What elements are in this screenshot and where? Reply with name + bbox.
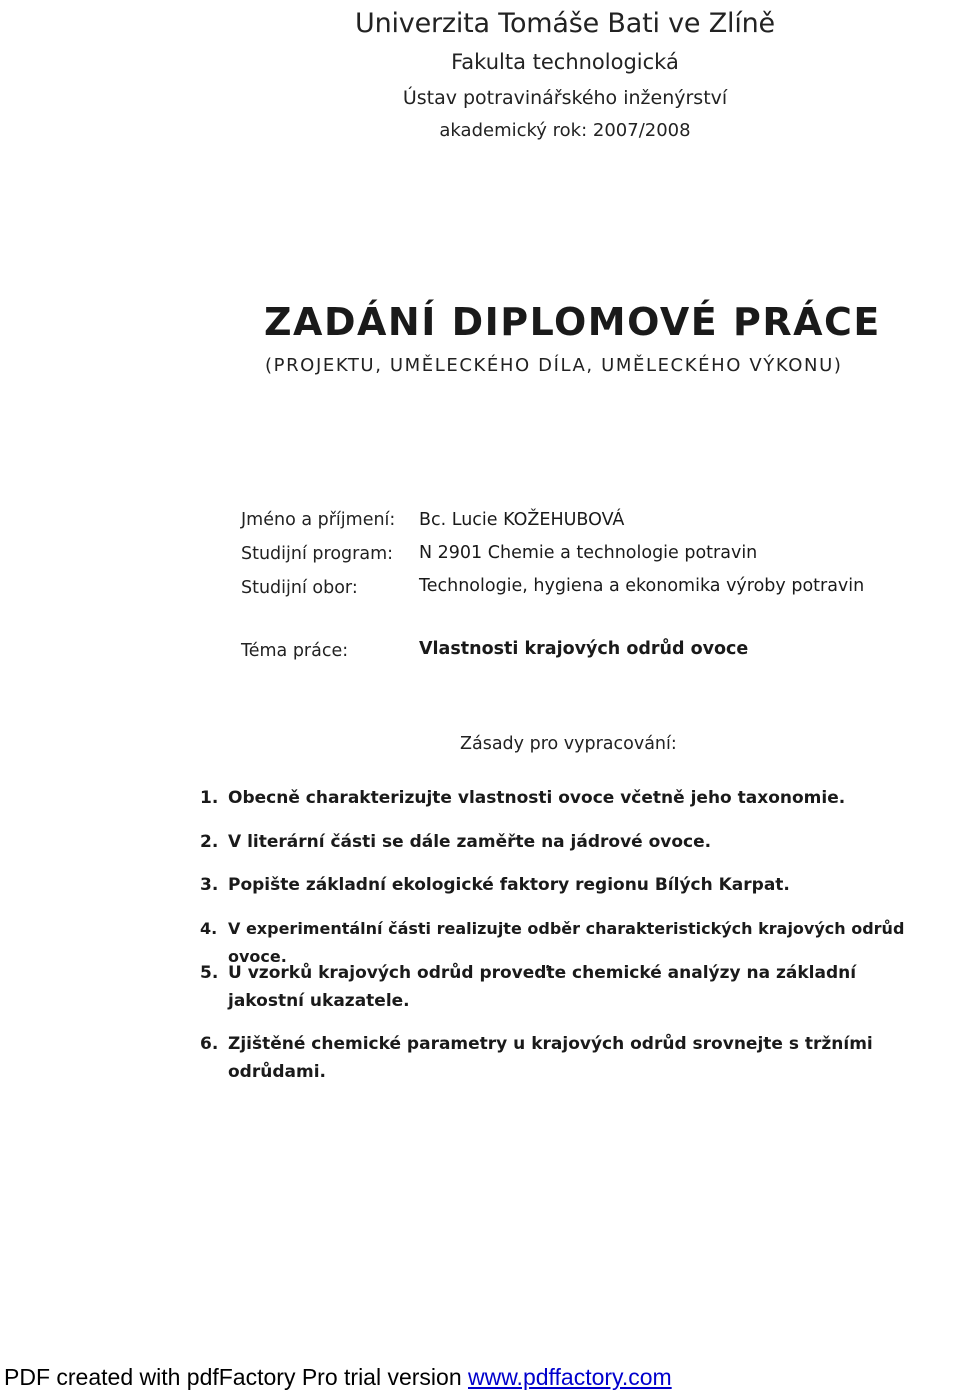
field-value: Technologie, hygiena a ekonomika výroby potravin xyxy=(419,576,865,596)
topic-value: Vlastnosti krajových odrůd ovoce xyxy=(419,639,749,659)
principle-number: 3. xyxy=(200,875,219,895)
principle-number: 4. xyxy=(200,919,218,938)
footer-text: PDF created with pdfFactory Pro trial version xyxy=(4,1364,468,1390)
principle-text: V literární části se dále zaměřte na jádrové ovoce. xyxy=(228,832,712,852)
principle-text: Zjištěné chemické parametry u krajových odrůd srovnejte s tržními odrůdami. xyxy=(228,1034,873,1082)
pdf-footer xyxy=(4,1364,672,1391)
faculty-name: Fakulta technologická xyxy=(451,50,679,74)
principle-number: 1. xyxy=(200,788,219,808)
university-name: Univerzita Tomáše Bati ve Zlíně xyxy=(355,8,775,39)
institute-name: Ústav potravinářského inženýrství xyxy=(402,87,728,109)
principle-text: U vzorků krajových odrůd proveďte chemické analýzy na základní jakostní ukazatele. xyxy=(228,963,857,1011)
name-value: Bc. Lucie KOŽEHUBOVÁ xyxy=(419,510,625,530)
principle-item xyxy=(200,784,955,812)
principle-number: 2. xyxy=(200,832,219,852)
name-label: Jméno a příjmení: xyxy=(241,510,396,530)
program-label: Studijní program: xyxy=(241,544,394,564)
field-label: Studijní obor: xyxy=(241,578,358,598)
principle-item xyxy=(200,828,955,856)
program-value: N 2901 Chemie a technologie potravin xyxy=(419,543,758,563)
topic-label: Téma práce: xyxy=(241,641,349,661)
principle-item xyxy=(200,871,955,899)
principle-number: 6. xyxy=(200,1034,219,1054)
principle-item xyxy=(200,959,900,1015)
document-subtitle: (PROJEKTU, UMĚLECKÉHO DÍLA, UMĚLECKÉHO VÝKONU) xyxy=(265,355,843,376)
academic-year: akademický rok: 2007/2008 xyxy=(439,120,691,141)
footer-link[interactable]: www.pdffactory.com xyxy=(468,1364,672,1390)
principle-text: Popište základní ekologické faktory regionu Bílých Karpat. xyxy=(228,875,790,895)
principle-item xyxy=(200,1030,955,1086)
principle-text: V experimentální části realizujte odběr charakteristických krajových odrůd ovoce. xyxy=(228,919,905,966)
principle-number: 5. xyxy=(200,963,219,983)
principle-text: Obecně charakterizujte vlastnosti ovoce včetně jeho taxonomie. xyxy=(228,788,846,808)
document-title: ZADÁNÍ DIPLOMOVÉ PRÁCE xyxy=(264,300,881,344)
principles-heading: Zásady pro vypracování: xyxy=(460,734,677,754)
